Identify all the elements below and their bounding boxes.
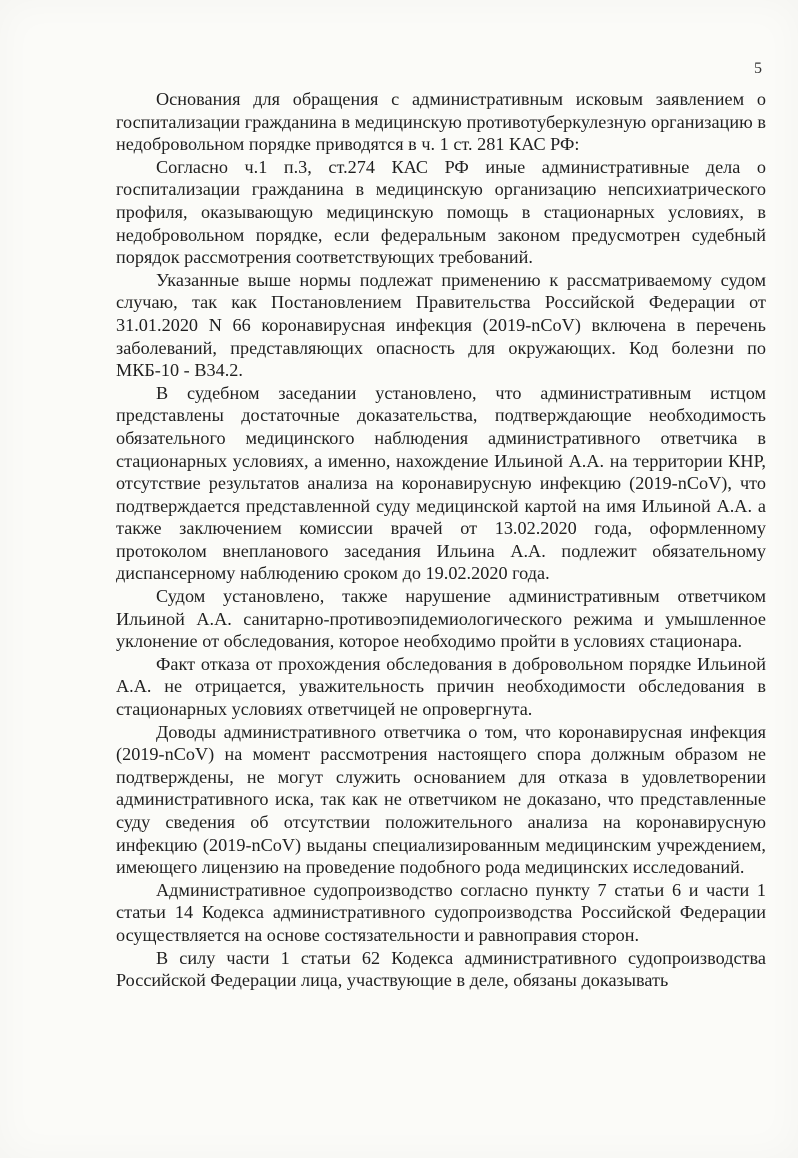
paragraph-8: Административное судопроизводство согласно пункту 7 статьи 6 и части 1 статьи 14 Кодекса административного судопроизводства Российской Федерации осуществляется на основе состязательности и равноправия сторон. — [116, 879, 766, 945]
paragraph-9: В силу части 1 статьи 62 Кодекса административного судопроизводства Российской Федерации лица, участвующие в деле, обязаны доказывать — [116, 947, 766, 991]
page-number: 5 — [754, 60, 762, 77]
paragraph-5: Судом установлено, также нарушение административным ответчиком Ильиной А.А. санитарно-противоэпидемиологического режима и умышленное уклонение от обследования, которое необходимо пройти в условиях стационара. — [116, 586, 766, 652]
paragraph-2: Согласно ч.1 п.3, ст.274 КАС РФ иные административные дела о госпитализации гражданина в медицинскую организацию непсихиатрического профиля, оказывающую медицинскую помощь в стационарных условиях, в недобровольном порядке, если федеральным законом предусмотрен судебный порядок рассмотрения соответствующих требований. — [116, 156, 766, 268]
paragraph-3: Указанные выше нормы подлежат применению к рассматриваемому судом случаю, так как Постановлением Правительства Российской Федерации от 31.01.2020 N 66 коронавирусная инфекция (2019-nCoV) включена в перечень заболеваний, представляющих опасность для окружающих. Код болезни по МКБ-10 - B34.2. — [116, 269, 766, 381]
document-body — [116, 88, 766, 992]
paragraph-7: Доводы административного ответчика о том, что коронавирусная инфекция (2019-nCoV) на момент рассмотрения настоящего спора должным образом не подтверждены, не могут служить основанием для отказа в удовлетворении административного иска, так как не ответчиком не доказано, что представленные суду сведения об отсутствии положительного анализа на коронавирусную инфекцию (2019-nCoV) выданы специализированным медицинским учреждением, имеющего лицензию на проведение подобного рода медицинских исследований. — [116, 721, 766, 878]
paragraph-1: Основания для обращения с административным исковым заявлением о госпитализации гражданина в медицинскую противотуберкулезную организацию в недобровольном порядке приводятся в ч. 1 ст. 281 КАС РФ: — [116, 89, 766, 155]
paragraph-6: Факт отказа от прохождения обследования в добровольном порядке Ильиной А.А. не отрицается, уважительность причин необходимости обследования в стационарных условиях ответчицей не опровергнута. — [116, 653, 766, 720]
paragraph-4: В судебном заседании установлено, что административным истцом представлены достаточные доказательства, подтверждающие необходимость обязательного медицинского наблюдения административного ответчика в стационарных условиях, а именно, нахождение Ильиной А.А. на территории КНР, отсутствие результатов анализа на коронавирусную инфекцию (2019-nCoV), что подтверждается представленной суду медицинской картой на имя Ильиной А.А. а также заключением комиссии врачей от 13.02.2020 года, оформленному протоколом внепланового заседания Ильина А.А. подлежит обязательному диспансерному наблюдению сроком до 19.02.2020 года. — [116, 382, 766, 584]
